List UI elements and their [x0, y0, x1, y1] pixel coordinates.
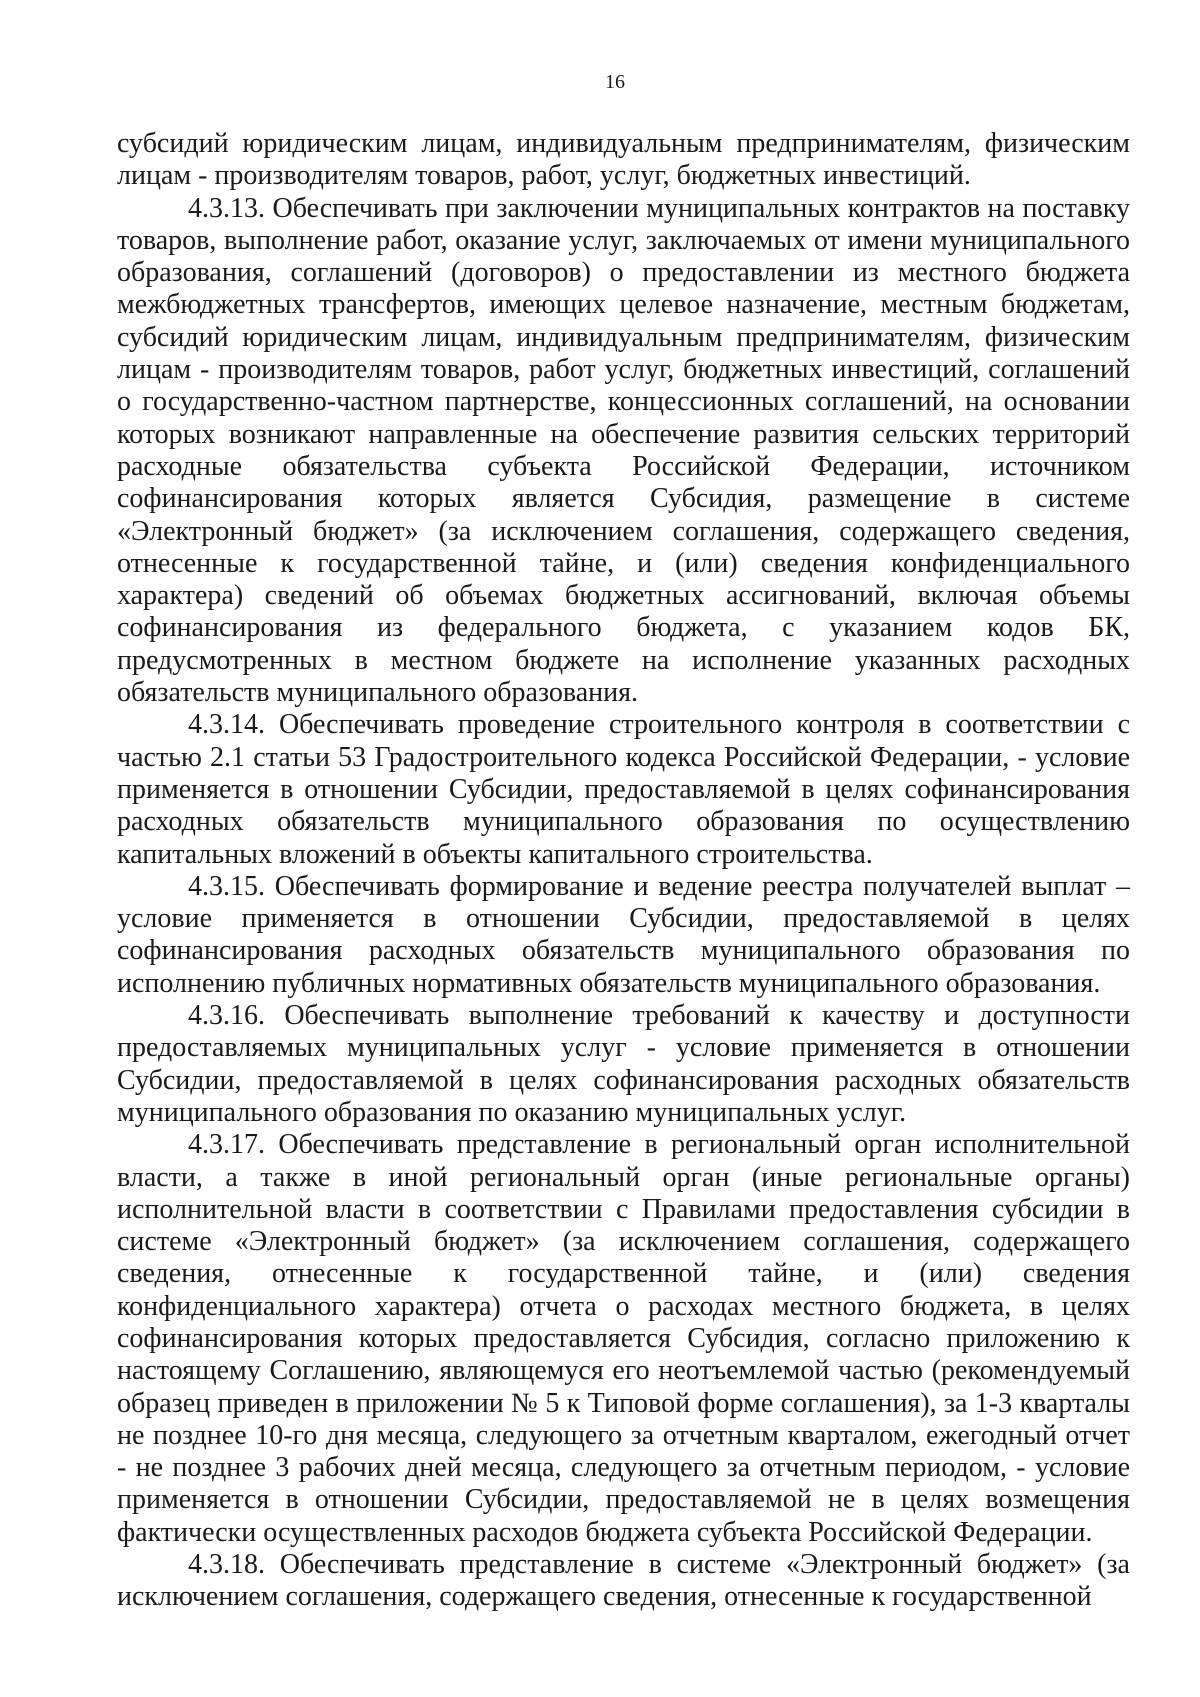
paragraph-continuation: субсидий юридическим лицам, индивидуальным предпринимателям, физическим лицам - производителям товаров, работ, услуг, бюджетных инвестиций.: [117, 128, 1130, 192]
document-body: [117, 128, 1130, 1614]
paragraph-4-3-16: 4.3.16. Обеспечивать выполнение требований к качеству и доступности предоставляемых муниципальных услуг - условие применяется в отношении Субсидии, предоставляемой в целях софинансирования расходных обязательств муниципального образования по оказанию муниципальных услуг.: [117, 1000, 1130, 1128]
paragraph-4-3-17: 4.3.17. Обеспечивать представление в региональный орган исполнительной власти, а также в иной региональный орган (иные региональные органы) исполнительной власти в соответствии с Правилами предоставления субсидии в системе «Электронный бюджет» (за исключением соглашения, содержащего сведения, отнесенные к государственной тайне, и (или) сведения конфиденциального характера) отчета о расходах местного бюджета, в целях софинансирования которых предоставляется Субсидия, согласно приложению к настоящему Соглашению, являющемуся его неотъемлемой частью (рекомендуемый образец приведен в приложении № 5 к Типовой форме соглашения), за 1-3 кварталы не позднее 10-го дня месяца, следующего за отчетным кварталом, ежегодный отчет - не позднее 3 рабочих дней месяца, следующего за отчетным периодом, - условие применяется в отношении Субсидии, предоставляемой не в целях возмещения фактически осуществленных расходов бюджета субъекта Российской Федерации.: [117, 1129, 1130, 1548]
paragraph-4-3-15: 4.3.15. Обеспечивать формирование и ведение реестра получателей выплат – условие применяется в отношении Субсидии, предоставляемой в целях софинансирования расходных обязательств муниципального образования по исполнению публичных нормативных обязательств муниципального образования.: [117, 870, 1130, 999]
paragraph-4-3-14: 4.3.14. Обеспечивать проведение строительного контроля в соответствии с частью 2.1 статьи 53 Градостроительного кодекса Российской Федерации, - условие применяется в отношении Субсидии, предоставляемой в целях софинансирования расходных обязательств муниципального образования по осуществлению капитальных вложений в объекты капитального строительства.: [117, 709, 1130, 870]
page-number: 16: [605, 71, 625, 93]
paragraph-4-3-18: 4.3.18. Обеспечивать представление в системе «Электронный бюджет» (за исключением соглашения, содержащего сведения, отнесенные к государственной: [117, 1549, 1130, 1613]
paragraph-4-3-13: 4.3.13. Обеспечивать при заключении муниципальных контрактов на поставку товаров, выполнение работ, оказание услуг, заключаемых от имени муниципального образования, соглашений (договоров) о предоставлении из местного бюджета межбюджетных трансфертов, имеющих целевое назначение, местным бюджетам, субсидий юридическим лицам, индивидуальным предпринимателям, физическим лицам - производителям товаров, работ услуг, бюджетных инвестиций, соглашений о государственно-частном партнерстве, концессионных соглашений, на основании которых возникают направленные на обеспечение развития сельских территорий расходные обязательства субъекта Российской Федерации, источником софинансирования которых является Субсидия, размещение в системе «Электронный бюджет» (за исключением соглашения, содержащего сведения, отнесенные к государственной тайне, и (или) сведения конфиденциального характера) сведений об объемах бюджетных ассигнований, включая объемы софинансирования из федерального бюджета, с указанием кодов БК, предусмотренных в местном бюджете на исполнение указанных расходных обязательств муниципального образования.: [117, 192, 1130, 709]
